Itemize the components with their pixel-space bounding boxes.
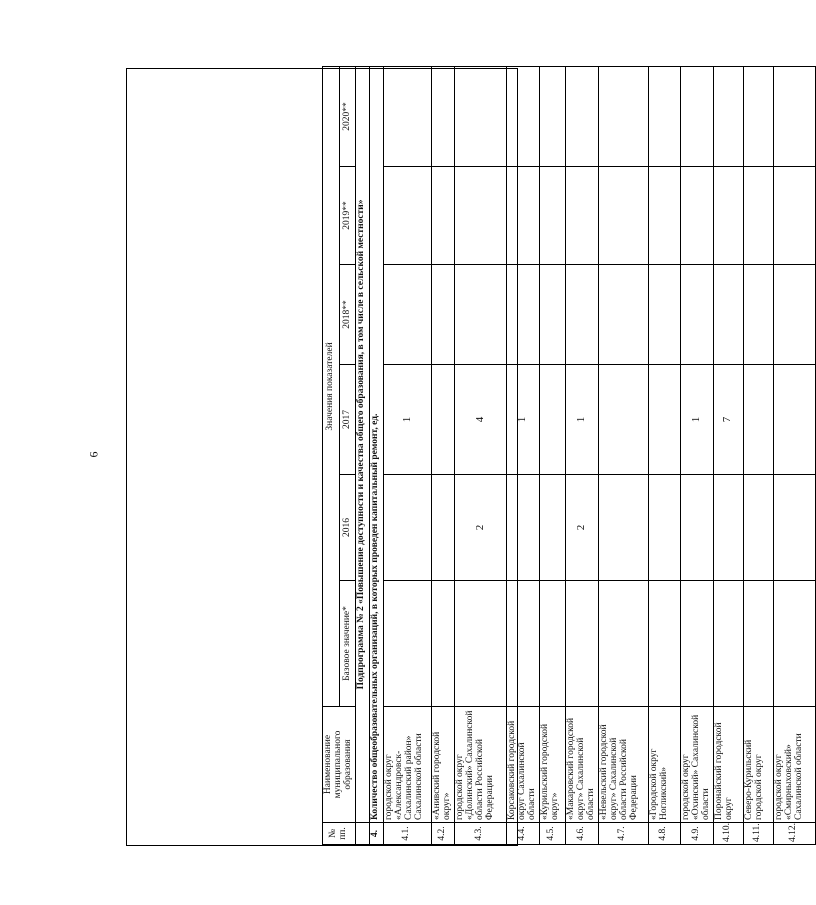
row-value-y2016 bbox=[539, 475, 565, 581]
row-value-y2019 bbox=[431, 167, 454, 265]
row-value-y2018 bbox=[773, 265, 815, 365]
row-num: 4.12. bbox=[773, 823, 815, 845]
row-value-y2017: 4 bbox=[454, 365, 506, 475]
indicator-text: Количество общеобразовательных организаций, в которых проведен капитальный ремонт, ед. bbox=[369, 66, 383, 822]
row-value-y2020 bbox=[383, 66, 431, 166]
row-num: 4.6. bbox=[565, 823, 598, 845]
table-row bbox=[773, 66, 815, 844]
table-row bbox=[680, 66, 713, 844]
row-value-y2016: 2 bbox=[565, 475, 598, 581]
table-row bbox=[743, 66, 773, 844]
row-value-y2017: 7 bbox=[713, 365, 743, 475]
row-value-y2018 bbox=[713, 265, 743, 365]
table-row bbox=[565, 66, 598, 844]
row-value-y2019 bbox=[565, 167, 598, 265]
row-num: 4.10. bbox=[713, 823, 743, 845]
table-row bbox=[539, 66, 565, 844]
row-value-base bbox=[565, 581, 598, 707]
row-value-y2018 bbox=[598, 265, 648, 365]
row-value-base bbox=[680, 581, 713, 707]
table-row bbox=[598, 66, 648, 844]
indicators-table bbox=[322, 66, 816, 845]
row-value-y2018 bbox=[648, 265, 680, 365]
header-col-2017: 2017 bbox=[340, 365, 356, 475]
row-num: 4.9. bbox=[680, 823, 713, 845]
row-value-y2017 bbox=[598, 365, 648, 475]
row-value-y2017 bbox=[431, 365, 454, 475]
row-municipality-name: городской округ «Смирныховский» Сахалинской области bbox=[773, 707, 815, 823]
row-value-y2018 bbox=[680, 265, 713, 365]
row-num: 4.7. bbox=[598, 823, 648, 845]
row-value-y2018 bbox=[743, 265, 773, 365]
row-num: 4.2. bbox=[431, 823, 454, 845]
row-value-base bbox=[431, 581, 454, 707]
row-value-y2017 bbox=[648, 365, 680, 475]
row-municipality-name: городской округ «Долинский» Сахалинской области Российской Федерации bbox=[454, 707, 506, 823]
row-municipality-name: «Городской округ Ногликский» bbox=[648, 707, 680, 823]
row-value-y2016: 2 bbox=[454, 475, 506, 581]
row-value-base bbox=[713, 581, 743, 707]
row-municipality-name: городской округ «Александровск-Сахалинский район» Сахалинской области bbox=[383, 707, 431, 823]
row-num: 4.3. bbox=[454, 823, 506, 845]
row-municipality-name: «Анивский городской округ» bbox=[431, 707, 454, 823]
table-row bbox=[506, 66, 539, 844]
row-value-y2020 bbox=[743, 66, 773, 166]
row-value-y2016 bbox=[598, 475, 648, 581]
header-name: Наименование муниципального образования bbox=[323, 707, 356, 823]
row-value-y2017: 1 bbox=[383, 365, 431, 475]
row-value-y2020 bbox=[773, 66, 815, 166]
row-value-base bbox=[773, 581, 815, 707]
header-col-2019: 2019** bbox=[340, 167, 356, 265]
row-value-y2016 bbox=[648, 475, 680, 581]
row-value-y2016 bbox=[743, 475, 773, 581]
row-num: 4.4. bbox=[506, 823, 539, 845]
row-value-y2020 bbox=[506, 66, 539, 166]
header-col-2020: 2020** bbox=[340, 66, 356, 166]
row-value-base bbox=[648, 581, 680, 707]
row-value-y2020 bbox=[713, 66, 743, 166]
row-value-y2020 bbox=[539, 66, 565, 166]
row-value-y2017 bbox=[539, 365, 565, 475]
row-value-y2016 bbox=[383, 475, 431, 581]
row-value-y2017 bbox=[773, 365, 815, 475]
header-values-group: Значения показателей bbox=[323, 66, 340, 706]
table-row bbox=[454, 66, 506, 844]
header-col-base: Базовое значение* bbox=[340, 581, 356, 707]
row-value-base bbox=[383, 581, 431, 707]
row-value-base bbox=[598, 581, 648, 707]
row-municipality-name: городской округ «Охинский» Сахалинской области bbox=[680, 707, 713, 823]
row-value-y2019 bbox=[598, 167, 648, 265]
row-value-y2018 bbox=[565, 265, 598, 365]
row-value-y2020 bbox=[598, 66, 648, 166]
row-value-y2018 bbox=[431, 265, 454, 365]
row-municipality-name: Корсаковский городской округ Сахалинской области bbox=[506, 707, 539, 823]
row-municipality-name: «Макаровский городской округ» Сахалинской области bbox=[565, 707, 598, 823]
table-row bbox=[648, 66, 680, 844]
row-value-y2017: 1 bbox=[506, 365, 539, 475]
row-value-base bbox=[454, 581, 506, 707]
row-value-y2017: 1 bbox=[680, 365, 713, 475]
row-value-base bbox=[539, 581, 565, 707]
table-row bbox=[383, 66, 431, 844]
subprogram-title: Подпрограмма № 2 «Повышение доступности и качества общего образования, в том числе в сельской местности» bbox=[355, 66, 369, 822]
row-value-y2017: 1 bbox=[565, 365, 598, 475]
row-value-y2020 bbox=[565, 66, 598, 166]
row-value-y2016 bbox=[431, 475, 454, 581]
header-col-2016: 2016 bbox=[340, 475, 356, 581]
row-value-y2018 bbox=[539, 265, 565, 365]
row-value-y2018 bbox=[506, 265, 539, 365]
row-value-y2016 bbox=[713, 475, 743, 581]
page-number: 6 bbox=[86, 451, 101, 458]
row-value-y2019 bbox=[383, 167, 431, 265]
row-value-y2019 bbox=[648, 167, 680, 265]
indicator-num: 4. bbox=[369, 823, 383, 845]
row-value-y2019 bbox=[454, 167, 506, 265]
row-value-y2018 bbox=[383, 265, 431, 365]
table-row bbox=[713, 66, 743, 844]
row-num: 4.8. bbox=[648, 823, 680, 845]
header-num: № пп. bbox=[323, 823, 356, 845]
row-value-y2016 bbox=[773, 475, 815, 581]
row-value-y2020 bbox=[680, 66, 713, 166]
row-value-y2016 bbox=[680, 475, 713, 581]
row-value-y2019 bbox=[743, 167, 773, 265]
row-value-base bbox=[506, 581, 539, 707]
row-value-base bbox=[743, 581, 773, 707]
row-municipality-name: «Невельский городской округ» Сахалинской области Российской Федерации bbox=[598, 707, 648, 823]
row-value-y2019 bbox=[773, 167, 815, 265]
row-value-y2019 bbox=[680, 167, 713, 265]
row-num: 4.1. bbox=[383, 823, 431, 845]
rotated-table-container bbox=[322, 67, 804, 845]
row-num: 4.11. bbox=[743, 823, 773, 845]
header-col-2018: 2018** bbox=[340, 265, 356, 365]
row-value-y2019 bbox=[539, 167, 565, 265]
row-value-y2019 bbox=[713, 167, 743, 265]
row-municipality-name: Поронайский городской округ bbox=[713, 707, 743, 823]
row-value-y2020 bbox=[648, 66, 680, 166]
row-value-y2020 bbox=[431, 66, 454, 166]
row-value-y2019 bbox=[506, 167, 539, 265]
row-value-y2016 bbox=[506, 475, 539, 581]
row-value-y2020 bbox=[454, 66, 506, 166]
table-row bbox=[431, 66, 454, 844]
row-value-y2017 bbox=[743, 365, 773, 475]
row-value-y2018 bbox=[454, 265, 506, 365]
row-municipality-name: «Курильский городской округ» bbox=[539, 707, 565, 823]
row-num: 4.5. bbox=[539, 823, 565, 845]
row-municipality-name: Северо-Курильский городской округ bbox=[743, 707, 773, 823]
